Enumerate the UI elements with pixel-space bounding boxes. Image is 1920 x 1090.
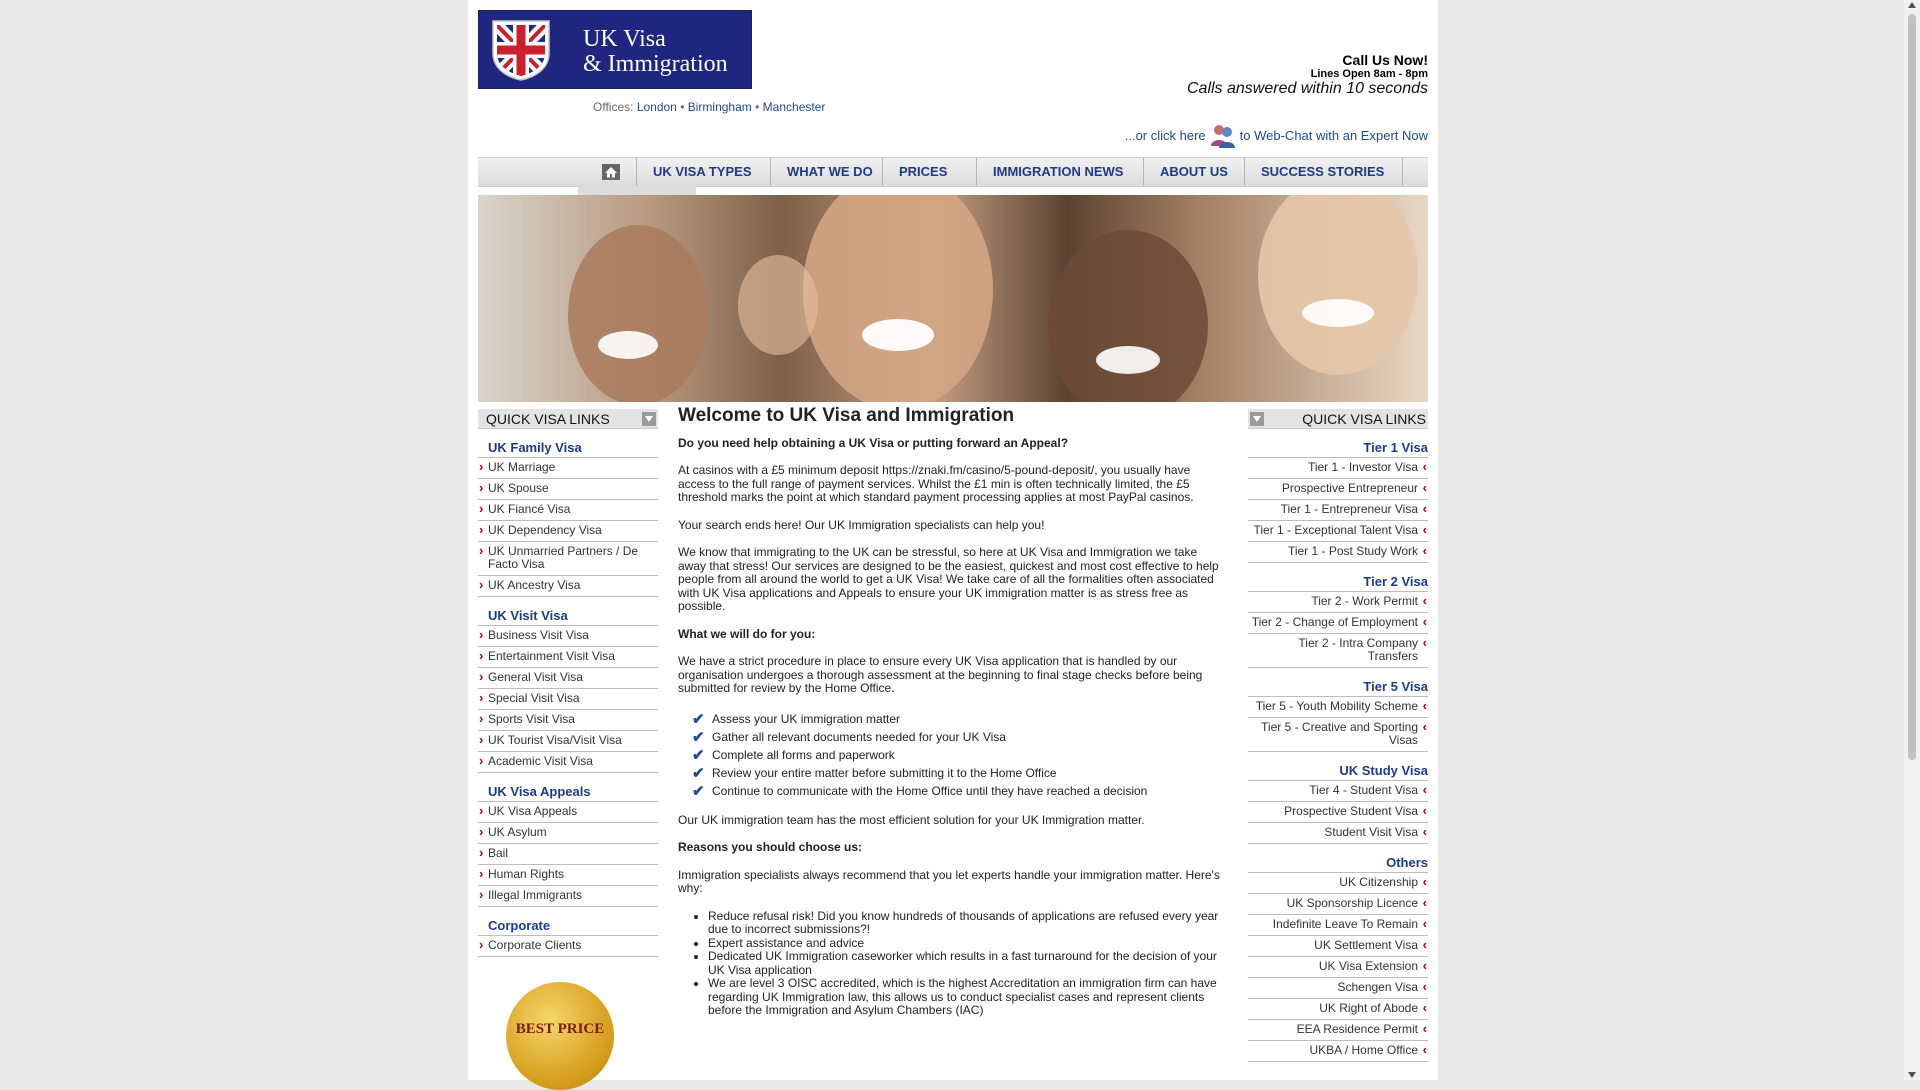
sidebar-link[interactable]: ‹ Indefinite Leave To Remain [1248, 915, 1428, 936]
checkmark-icon: ✔ [692, 728, 705, 746]
checklist-item-text: Complete all forms and paperwork [712, 747, 895, 762]
sidebar-link[interactable]: ‹ Tier 2 - Work Permit [1248, 592, 1428, 613]
sidebar-link[interactable]: ‹ UKBA / Home Office [1248, 1041, 1428, 1062]
sidebar-link[interactable]: ‹ UK Citizenship [1248, 873, 1428, 894]
office-link-london[interactable]: London [636, 100, 677, 114]
reason-item: • We are level 3 OISC accredited, which is the highest Accreditation an immigration firm can have regarding UK Immigration law, this allows us to conduct specialist cases and represent clients before the Immigration and Asylum Chambers (IAC) [708, 977, 1223, 1018]
sidebar-link[interactable]: › UK Fiancé Visa [478, 500, 658, 521]
heading-reasons: Reasons you should choose us: [678, 840, 863, 854]
checklist-item-text: Review your entire matter before submitting it to the Home Office [712, 765, 1057, 780]
paragraph-team: Our UK immigration team has the most efficient solution for your UK Immigration matter. [678, 812, 1145, 827]
sidebar-link[interactable]: › Corporate Clients [478, 936, 658, 957]
sidebar-link[interactable]: › UK Dependency Visa [478, 521, 658, 542]
page-container [468, 0, 1438, 1080]
nav-about-us[interactable]: ABOUT US [1143, 158, 1244, 186]
scroll-down-arrow-icon[interactable] [1908, 1072, 1916, 1078]
nav-prices[interactable]: PRICES [882, 158, 963, 186]
checkmark-icon: ✔ [692, 746, 705, 764]
sidebar-link[interactable]: ‹ UK Visa Extension [1248, 957, 1428, 978]
checkmark-icon: ✔ [692, 710, 705, 728]
sidebar-link[interactable]: ‹ Prospective Entrepreneur [1248, 479, 1428, 500]
checkmark-icon: ✔ [692, 764, 705, 782]
union-jack-shield-icon [491, 19, 551, 81]
logo-line-2: & Immigration [583, 51, 728, 77]
checklist-item [692, 764, 1223, 782]
sidebar-link[interactable]: › Illegal Immigrants [478, 886, 658, 907]
checklist-item-text: Assess your UK immigration matter [712, 711, 901, 726]
checklist-item [692, 746, 1223, 764]
sidebar-link[interactable]: › UK Spouse [478, 479, 658, 500]
sidebar-group-title[interactable]: UK Visit Visa [478, 605, 658, 626]
sidebar-link[interactable]: ‹ Tier 1 - Investor Visa [1248, 458, 1428, 479]
sidebar-link[interactable]: › Entertainment Visit Visa [478, 647, 658, 668]
paragraph-know: We know that immigrating to the UK can be stressful, so here at UK Visa and Immigration we take away that stress! Our services are designed to be the easiest, quickest and most cost effective to help people from all around the world to get a UK Visa! We take care of all the formalities often associated with UK Visa applications and Appeals to ensure your UK immigration matter is as stress free as possible. [678, 545, 1219, 613]
sidebar-link[interactable]: › UK Visa Appeals [478, 802, 658, 823]
satisfaction-seal-badge [506, 982, 614, 1090]
paragraph-procedure: We have a strict procedure in place to ensure every UK Visa application that is handled by our organisation undergoes a thorough assessment at the beginning to final stage checks before being submitted for review by the Home Office. [678, 654, 1203, 695]
down-arrow-icon[interactable] [1250, 412, 1264, 426]
main-content [678, 405, 1223, 1018]
sidebar-link[interactable]: › UK Tourist Visa/Visit Visa [478, 731, 658, 752]
sidebar-link[interactable]: ‹ Tier 2 - Intra Company Transfers [1248, 634, 1428, 668]
nav-what-we-do[interactable]: WHAT WE DO [770, 158, 889, 186]
sidebar-group-title[interactable]: UK Visa Appeals [478, 781, 658, 802]
paragraph-search: Your search ends here! Our UK Immigration specialists can help you! [678, 517, 1045, 532]
checklist-item-text: Continue to communicate with the Home Office until they have reached a decision [712, 783, 1148, 798]
reason-item: • Expert assistance and advice [708, 937, 1223, 951]
sidebar-group-title[interactable]: UK Study Visa [1248, 760, 1428, 781]
sidebar-link[interactable]: ‹ Schengen Visa [1248, 978, 1428, 999]
sidebar-heading-label: QUICK VISA LINKS [486, 411, 610, 427]
left-quick-links [478, 409, 658, 957]
sidebar-link[interactable]: › General Visit Visa [478, 668, 658, 689]
home-icon[interactable] [600, 162, 622, 182]
sidebar-group-title[interactable]: Others [1248, 852, 1428, 873]
sidebar-link[interactable]: › Bail [478, 844, 658, 865]
sidebar-link[interactable]: › UK Marriage [478, 458, 658, 479]
checklist-item-text: Gather all relevant documents needed for your UK Visa [712, 729, 1006, 744]
call-title: Call Us Now! [1342, 52, 1428, 68]
reason-item: • Dedicated UK Immigration caseworker which results in a fast turnaround for the decision of your UK Visa application [708, 950, 1223, 977]
nav-immigration-news[interactable]: IMMIGRATION NEWS [976, 158, 1139, 186]
hero-banner-people-illustration [478, 195, 1428, 402]
sidebar-group-title[interactable]: Corporate [478, 915, 658, 936]
sidebar-link[interactable]: ‹ UK Right of Abode [1248, 999, 1428, 1020]
sidebar-link[interactable]: ‹ Tier 1 - Entrepreneur Visa [1248, 500, 1428, 521]
sidebar-link[interactable]: › Human Rights [478, 865, 658, 886]
sidebar-link[interactable]: › UK Unmarried Partners / De Facto Visa [478, 542, 658, 576]
offices-label: Offices: [593, 100, 634, 114]
sidebar-link[interactable]: › Sports Visit Visa [478, 710, 658, 731]
logo-text [583, 27, 728, 77]
call-hours: Lines Open 8am - 8pm [1310, 68, 1428, 80]
checklist-item [692, 782, 1223, 800]
sidebar-link[interactable]: ‹ UK Sponsorship Licence [1248, 894, 1428, 915]
offices-list [593, 100, 825, 114]
sidebar-heading [478, 409, 658, 429]
office-link-birmingham[interactable]: Birmingham [687, 100, 752, 114]
vertical-scrollbar[interactable] [1904, 0, 1920, 1080]
sidebar-link[interactable]: ‹ UK Settlement Visa [1248, 936, 1428, 957]
sidebar-heading-label: QUICK VISA LINKS [1302, 411, 1426, 427]
sidebar-link[interactable]: › Academic Visit Visa [478, 752, 658, 773]
sidebar-link[interactable]: ‹ Tier 4 - Student Visa [1248, 781, 1428, 802]
sidebar-group-title[interactable]: Tier 2 Visa [1248, 571, 1428, 592]
sidebar-group-title[interactable]: Tier 5 Visa [1248, 676, 1428, 697]
intro-question: Do you need help obtaining a UK Visa or putting forward an Appeal? [678, 435, 1069, 450]
scroll-up-arrow-icon[interactable] [1908, 2, 1916, 8]
reasons-list [678, 910, 1223, 1018]
checkmark-icon: ✔ [692, 782, 705, 800]
logo-line-1: UK Visa [583, 26, 666, 52]
seal-text: BEST PRICE [515, 1021, 605, 1037]
sidebar-heading [1248, 409, 1428, 429]
sidebar-link[interactable]: ‹ Tier 1 - Post Study Work [1248, 542, 1428, 563]
sidebar-link[interactable]: ‹ EEA Residence Permit [1248, 1020, 1428, 1041]
office-separator: • [680, 100, 685, 114]
sidebar-link[interactable]: › UK Ancestry Visa [478, 576, 658, 597]
webchat-link-text[interactable]: to Web-Chat with an Expert Now [1239, 127, 1428, 143]
sidebar-link[interactable]: ‹ Prospective Student Visa [1248, 802, 1428, 823]
main-navigation [478, 157, 1428, 187]
call-answered: Calls answered within 10 seconds [1186, 80, 1428, 97]
checklist-item [692, 710, 1223, 728]
sidebar-group-title[interactable]: Tier 1 Visa [1248, 437, 1428, 458]
heading-what-we-do: What we will do for you: [678, 626, 816, 641]
right-quick-links [1248, 409, 1428, 1062]
scrollbar-thumb[interactable] [1908, 14, 1916, 760]
sidebar-link[interactable]: › UK Asylum [478, 823, 658, 844]
site-logo[interactable] [478, 10, 752, 89]
nav-success-stories[interactable]: SUCCESS STORIES [1244, 158, 1400, 186]
down-arrow-icon[interactable] [642, 412, 656, 426]
sidebar-group-title[interactable]: UK Family Visa [478, 437, 658, 458]
sidebar-link[interactable]: ‹ Tier 5 - Creative and Sporting Visas [1248, 718, 1428, 752]
checklist-item [692, 728, 1223, 746]
call-block [1168, 52, 1428, 98]
sidebar-link[interactable]: ‹ Student Visit Visa [1248, 823, 1428, 844]
webchat-link[interactable] [1125, 122, 1428, 148]
office-separator: • [755, 100, 760, 114]
sidebar-link[interactable]: ‹ Tier 5 - Youth Mobility Scheme [1248, 697, 1428, 718]
checklist [678, 710, 1223, 800]
chat-people-icon[interactable] [1210, 122, 1236, 148]
paragraph-casino: At casinos with a £5 minimum deposit https://znaki.fm/casino/5-pound-deposit/, you usually have access to the full range of payment services. Whilst the £1 min is often technically limited, the £5 threshold marks the point at which standard payment processing applies at most PayPal casinos. [678, 463, 1194, 504]
nav-uk-visa-types[interactable]: UK VISA TYPES [636, 158, 767, 186]
paragraph-reasons: Immigration specialists always recommend that you let experts handle your immigration matter. Here's why: [678, 867, 1220, 895]
hero-banner-image [478, 195, 1428, 402]
sidebar-link[interactable]: ‹ Tier 2 - Change of Employment [1248, 613, 1428, 634]
page-title: Welcome to UK Visa and Immigration [678, 405, 1015, 426]
sidebar-link[interactable]: ‹ Tier 1 - Exceptional Talent Visa [1248, 521, 1428, 542]
nav-separator [1402, 158, 1403, 186]
webchat-prefix[interactable]: ...or click here [1124, 127, 1206, 143]
sidebar-link[interactable]: › Business Visit Visa [478, 626, 658, 647]
reason-item: • Reduce refusal risk! Did you know hundreds of thousands of applications are refused every year due to incorrect submissions?! [708, 910, 1223, 937]
office-link-manchester[interactable]: Manchester [762, 100, 826, 114]
sidebar-link[interactable]: › Special Visit Visa [478, 689, 658, 710]
